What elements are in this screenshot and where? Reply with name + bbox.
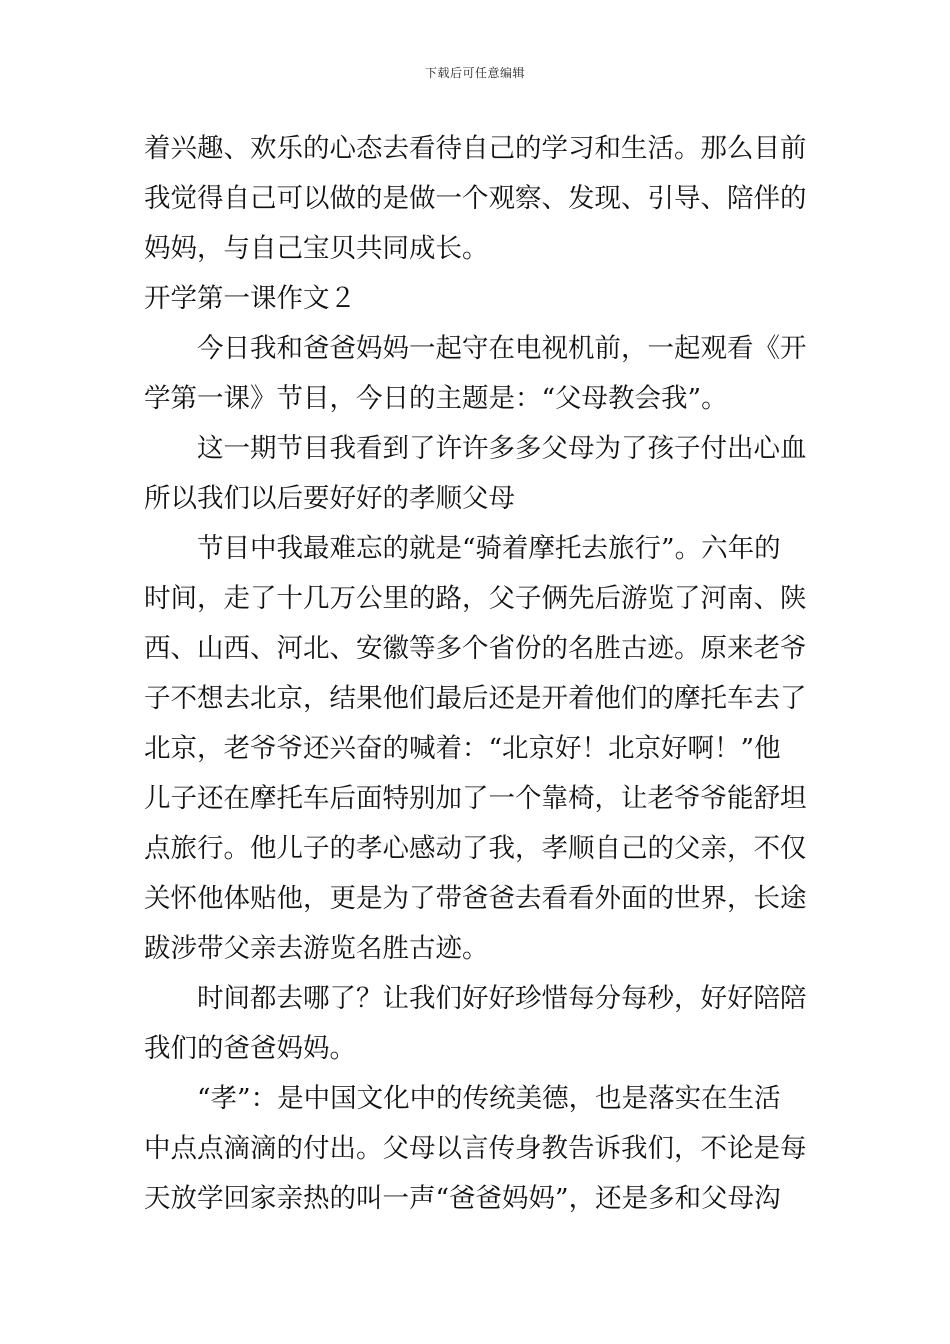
text-line: 西、山西、河北、安徽等多个省份的名胜古迹。原来老爷: [144, 633, 807, 664]
text-line: 时间都去哪了？让我们好好珍惜每分每秒，好好陪陪: [197, 983, 807, 1014]
text-line: 这一期节目我看到了许许多多父母为了孩子付出心血: [197, 433, 807, 464]
page-header-note: 下载后可任意编辑: [424, 66, 525, 80]
text-line: 跋涉带父亲去游览名胜古迹。: [144, 933, 489, 964]
text-line: 天放学回家亲热的叫一声“爸爸妈妈”，还是多和父母沟: [144, 1183, 781, 1214]
text-line: 着兴趣、欢乐的心态去看待自己的学习和生活。那么目前: [144, 133, 807, 164]
text-line: 节目中我最难忘的就是“骑着摩托去旅行”。六年的: [197, 533, 781, 564]
text-line: 今日我和爸爸妈妈一起守在电视机前，一起观看《开: [197, 333, 807, 364]
text-line: 儿子还在摩托车后面特别加了一个靠椅，让老爷爷能舒坦: [144, 783, 807, 814]
section-title: 开学第一课作文２: [144, 283, 356, 314]
text-line: 所以我们以后要好好的孝顺父母: [144, 483, 515, 514]
text-line: 我们的爸爸妈妈。: [144, 1033, 356, 1064]
text-line: “孝”：是中国文化中的传统美德，也是落实在生活: [197, 1083, 781, 1114]
text-line: 时间，走了十几万公里的路，父子俩先后游览了河南、陕: [144, 583, 807, 614]
text-line: 我觉得自己可以做的是做一个观察、发现、引导、陪伴的: [144, 183, 807, 214]
text-line: 北京，老爷爷还兴奋的喊着：“北京好！北京好啊！”他: [144, 733, 781, 764]
document-body: [144, 124, 806, 1224]
text-line: 中点点滴滴的付出。父母以言传身教告诉我们，不论是每: [144, 1133, 807, 1164]
text-line: 妈妈，与自己宝贝共同成长。: [144, 233, 489, 264]
text-line: 关怀他体贴他，更是为了带爸爸去看看外面的世界，长途: [144, 883, 807, 914]
text-line: 学第一课》节目，今日的主题是：“父母教会我”。: [144, 383, 728, 414]
text-line: 点旅行。他儿子的孝心感动了我，孝顺自己的父亲，不仅: [144, 833, 807, 864]
text-line: 子不想去北京，结果他们最后还是开着他们的摩托车去了: [144, 683, 807, 714]
